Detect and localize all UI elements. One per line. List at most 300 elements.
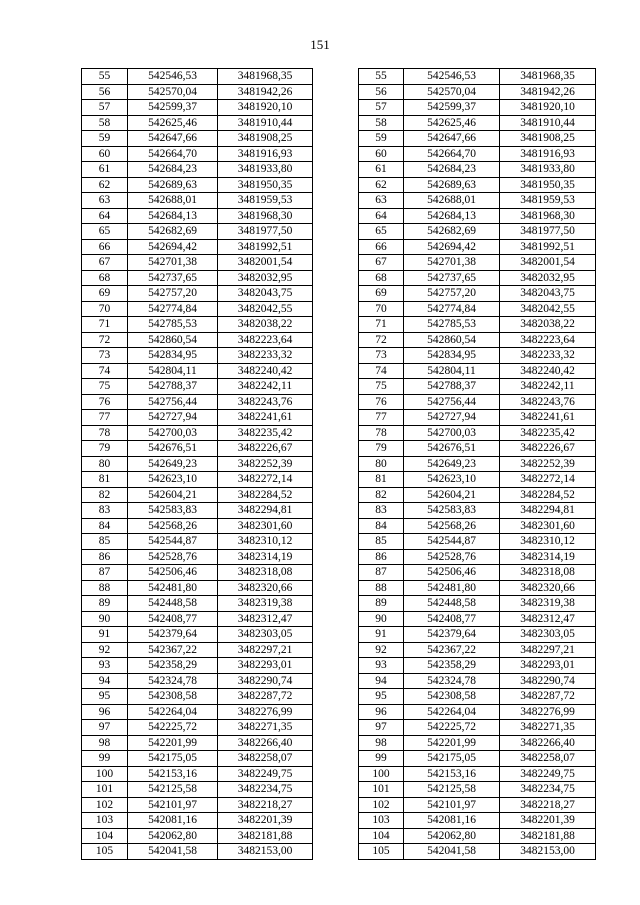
table-row	[359, 565, 596, 581]
y-coordinate-cell: 3482249,75	[218, 766, 313, 782]
point-number-cell: 103	[359, 813, 404, 829]
point-number-cell: 94	[82, 673, 128, 689]
x-coordinate-cell: 542101,97	[128, 797, 218, 813]
y-coordinate-cell: 3482301,60	[218, 518, 313, 534]
table-row	[359, 317, 596, 333]
table-row	[82, 348, 313, 364]
point-number-cell: 73	[82, 348, 128, 364]
table-row	[82, 735, 313, 751]
y-coordinate-cell: 3482258,07	[218, 751, 313, 767]
point-number-cell: 62	[359, 177, 404, 193]
y-coordinate-cell: 3482043,75	[500, 286, 596, 302]
x-coordinate-cell: 542647,66	[128, 131, 218, 147]
table-row	[82, 596, 313, 612]
y-coordinate-cell: 3482223,64	[500, 332, 596, 348]
x-coordinate-cell: 542324,78	[404, 673, 500, 689]
x-coordinate-cell: 542528,76	[128, 549, 218, 565]
y-coordinate-cell: 3482201,39	[500, 813, 596, 829]
point-number-cell: 87	[82, 565, 128, 581]
y-coordinate-cell: 3481933,80	[500, 162, 596, 178]
y-coordinate-cell: 3482287,72	[500, 689, 596, 705]
table-row	[82, 472, 313, 488]
y-coordinate-cell: 3482042,55	[500, 301, 596, 317]
y-coordinate-cell: 3482218,27	[218, 797, 313, 813]
y-coordinate-cell: 3481992,51	[500, 239, 596, 255]
table-row	[82, 255, 313, 271]
y-coordinate-cell: 3482258,07	[500, 751, 596, 767]
table-row	[82, 394, 313, 410]
x-coordinate-cell: 542757,20	[128, 286, 218, 302]
y-coordinate-cell: 3482038,22	[500, 317, 596, 333]
point-number-cell: 75	[359, 379, 404, 395]
x-coordinate-cell: 542727,94	[404, 410, 500, 426]
y-coordinate-cell: 3482201,39	[218, 813, 313, 829]
point-number-cell: 82	[359, 487, 404, 503]
x-coordinate-cell: 542125,58	[404, 782, 500, 798]
point-number-cell: 66	[82, 239, 128, 255]
point-number-cell: 63	[359, 193, 404, 209]
table-row	[359, 84, 596, 100]
y-coordinate-cell: 3481968,35	[500, 69, 596, 85]
y-coordinate-cell: 3482320,66	[500, 580, 596, 596]
y-coordinate-cell: 3482153,00	[218, 844, 313, 860]
table-row	[359, 472, 596, 488]
y-coordinate-cell: 3482284,52	[500, 487, 596, 503]
y-coordinate-cell: 3482297,21	[500, 642, 596, 658]
x-coordinate-cell: 542358,29	[404, 658, 500, 674]
table-row	[82, 704, 313, 720]
x-coordinate-cell: 542788,37	[128, 379, 218, 395]
y-coordinate-cell: 3482266,40	[218, 735, 313, 751]
point-number-cell: 58	[359, 115, 404, 131]
point-number-cell: 76	[82, 394, 128, 410]
x-coordinate-cell: 542546,53	[404, 69, 500, 85]
table-row	[82, 828, 313, 844]
y-coordinate-cell: 3482032,95	[218, 270, 313, 286]
y-coordinate-cell: 3481942,26	[218, 84, 313, 100]
point-number-cell: 72	[359, 332, 404, 348]
point-number-cell: 72	[82, 332, 128, 348]
x-coordinate-cell: 542408,77	[404, 611, 500, 627]
point-number-cell: 74	[359, 363, 404, 379]
x-coordinate-cell: 542694,42	[128, 239, 218, 255]
point-number-cell: 84	[82, 518, 128, 534]
table-row	[359, 146, 596, 162]
table-row	[359, 100, 596, 116]
y-coordinate-cell: 3482233,32	[500, 348, 596, 364]
table-row	[359, 658, 596, 674]
point-number-cell: 100	[82, 766, 128, 782]
x-coordinate-cell: 542737,65	[128, 270, 218, 286]
table-row	[82, 146, 313, 162]
point-number-cell: 102	[82, 797, 128, 813]
point-number-cell: 103	[82, 813, 128, 829]
y-coordinate-cell: 3482038,22	[218, 317, 313, 333]
point-number-cell: 59	[82, 131, 128, 147]
table-row	[82, 363, 313, 379]
point-number-cell: 91	[359, 627, 404, 643]
y-coordinate-cell: 3482043,75	[218, 286, 313, 302]
table-row	[359, 751, 596, 767]
y-coordinate-cell: 3482301,60	[500, 518, 596, 534]
table-row	[359, 627, 596, 643]
y-coordinate-cell: 3482320,66	[218, 580, 313, 596]
x-coordinate-cell: 542625,46	[128, 115, 218, 131]
point-number-cell: 57	[82, 100, 128, 116]
point-number-cell: 99	[359, 751, 404, 767]
point-number-cell: 104	[82, 828, 128, 844]
x-coordinate-cell: 542506,46	[128, 565, 218, 581]
x-coordinate-cell: 542506,46	[404, 565, 500, 581]
x-coordinate-cell: 542175,05	[128, 751, 218, 767]
table-row	[359, 720, 596, 736]
x-coordinate-cell: 542544,87	[128, 534, 218, 550]
table-row	[359, 301, 596, 317]
y-coordinate-cell: 3482276,99	[500, 704, 596, 720]
x-coordinate-cell: 542623,10	[404, 472, 500, 488]
x-coordinate-cell: 542774,84	[404, 301, 500, 317]
y-coordinate-cell: 3481942,26	[500, 84, 596, 100]
y-coordinate-cell: 3481959,53	[218, 193, 313, 209]
point-number-cell: 89	[359, 596, 404, 612]
table-row	[359, 844, 596, 860]
table-row	[359, 332, 596, 348]
y-coordinate-cell: 3482276,99	[218, 704, 313, 720]
x-coordinate-cell: 542568,26	[404, 518, 500, 534]
point-number-cell: 62	[82, 177, 128, 193]
point-number-cell: 86	[359, 549, 404, 565]
x-coordinate-cell: 542700,03	[128, 425, 218, 441]
table-row	[82, 131, 313, 147]
x-coordinate-cell: 542153,16	[128, 766, 218, 782]
table-row	[359, 410, 596, 426]
table-row	[359, 379, 596, 395]
y-coordinate-cell: 3482235,42	[218, 425, 313, 441]
coordinates-table-right-body	[359, 69, 596, 860]
y-coordinate-cell: 3482242,11	[218, 379, 313, 395]
table-row	[82, 115, 313, 131]
table-row	[82, 487, 313, 503]
table-row	[82, 69, 313, 85]
point-number-cell: 88	[82, 580, 128, 596]
y-coordinate-cell: 3481910,44	[500, 115, 596, 131]
x-coordinate-cell: 542757,20	[404, 286, 500, 302]
y-coordinate-cell: 3482252,39	[218, 456, 313, 472]
y-coordinate-cell: 3482290,74	[218, 673, 313, 689]
table-row	[82, 441, 313, 457]
y-coordinate-cell: 3482319,38	[218, 596, 313, 612]
table-row	[82, 317, 313, 333]
table-row	[359, 596, 596, 612]
point-number-cell: 76	[359, 394, 404, 410]
table-row	[82, 658, 313, 674]
point-number-cell: 90	[82, 611, 128, 627]
x-coordinate-cell: 542583,83	[128, 503, 218, 519]
point-number-cell: 97	[82, 720, 128, 736]
x-coordinate-cell: 542688,01	[128, 193, 218, 209]
x-coordinate-cell: 542756,44	[404, 394, 500, 410]
point-number-cell: 75	[82, 379, 128, 395]
x-coordinate-cell: 542834,95	[404, 348, 500, 364]
point-number-cell: 93	[82, 658, 128, 674]
y-coordinate-cell: 3482234,75	[218, 782, 313, 798]
y-coordinate-cell: 3482241,61	[218, 410, 313, 426]
point-number-cell: 69	[359, 286, 404, 302]
point-number-cell: 60	[82, 146, 128, 162]
y-coordinate-cell: 3482235,42	[500, 425, 596, 441]
table-row	[82, 239, 313, 255]
table-row	[359, 193, 596, 209]
point-number-cell: 91	[82, 627, 128, 643]
point-number-cell: 71	[82, 317, 128, 333]
table-row	[82, 301, 313, 317]
y-coordinate-cell: 3481977,50	[218, 224, 313, 240]
y-coordinate-cell: 3482272,14	[500, 472, 596, 488]
table-row	[82, 673, 313, 689]
y-coordinate-cell: 3481916,93	[218, 146, 313, 162]
point-number-cell: 55	[82, 69, 128, 85]
table-row	[82, 565, 313, 581]
y-coordinate-cell: 3482226,67	[500, 441, 596, 457]
point-number-cell: 58	[82, 115, 128, 131]
x-coordinate-cell: 542062,80	[128, 828, 218, 844]
table-row	[359, 394, 596, 410]
table-row	[359, 828, 596, 844]
y-coordinate-cell: 3482314,19	[500, 549, 596, 565]
x-coordinate-cell: 542225,72	[404, 720, 500, 736]
y-coordinate-cell: 3482294,81	[218, 503, 313, 519]
table-row	[82, 425, 313, 441]
table-row	[359, 239, 596, 255]
table-row	[82, 813, 313, 829]
table-row	[359, 208, 596, 224]
table-row	[82, 797, 313, 813]
point-number-cell: 81	[359, 472, 404, 488]
x-coordinate-cell: 542727,94	[128, 410, 218, 426]
y-coordinate-cell: 3482266,40	[500, 735, 596, 751]
x-coordinate-cell: 542308,58	[404, 689, 500, 705]
table-row	[82, 518, 313, 534]
y-coordinate-cell: 3482293,01	[500, 658, 596, 674]
y-coordinate-cell: 3482249,75	[500, 766, 596, 782]
y-coordinate-cell: 3482303,05	[500, 627, 596, 643]
point-number-cell: 97	[359, 720, 404, 736]
y-coordinate-cell: 3481968,30	[218, 208, 313, 224]
point-number-cell: 60	[359, 146, 404, 162]
table-row	[82, 766, 313, 782]
x-coordinate-cell: 542481,80	[404, 580, 500, 596]
x-coordinate-cell: 542701,38	[404, 255, 500, 271]
table-row	[82, 379, 313, 395]
y-coordinate-cell: 3482290,74	[500, 673, 596, 689]
point-number-cell: 65	[359, 224, 404, 240]
y-coordinate-cell: 3481959,53	[500, 193, 596, 209]
table-row	[359, 782, 596, 798]
y-coordinate-cell: 3482218,27	[500, 797, 596, 813]
x-coordinate-cell: 542544,87	[404, 534, 500, 550]
table-row	[359, 518, 596, 534]
point-number-cell: 57	[359, 100, 404, 116]
y-coordinate-cell: 3481908,25	[500, 131, 596, 147]
y-coordinate-cell: 3482294,81	[500, 503, 596, 519]
point-number-cell: 83	[359, 503, 404, 519]
coordinates-table-right	[358, 68, 596, 860]
y-coordinate-cell: 3481920,10	[218, 100, 313, 116]
y-coordinate-cell: 3482318,08	[500, 565, 596, 581]
table-row	[359, 441, 596, 457]
y-coordinate-cell: 3482287,72	[218, 689, 313, 705]
x-coordinate-cell: 542153,16	[404, 766, 500, 782]
point-number-cell: 105	[82, 844, 128, 860]
table-row	[82, 84, 313, 100]
y-coordinate-cell: 3481992,51	[218, 239, 313, 255]
y-coordinate-cell: 3482153,00	[500, 844, 596, 860]
x-coordinate-cell: 542694,42	[404, 239, 500, 255]
table-row	[359, 766, 596, 782]
y-coordinate-cell: 3482297,21	[218, 642, 313, 658]
x-coordinate-cell: 542664,70	[128, 146, 218, 162]
y-coordinate-cell: 3482303,05	[218, 627, 313, 643]
point-number-cell: 69	[82, 286, 128, 302]
y-coordinate-cell: 3481977,50	[500, 224, 596, 240]
y-coordinate-cell: 3481933,80	[218, 162, 313, 178]
point-number-cell: 104	[359, 828, 404, 844]
point-number-cell: 78	[359, 425, 404, 441]
x-coordinate-cell: 542860,54	[128, 332, 218, 348]
table-row	[82, 534, 313, 550]
x-coordinate-cell: 542774,84	[128, 301, 218, 317]
point-number-cell: 64	[82, 208, 128, 224]
y-coordinate-cell: 3482181,88	[218, 828, 313, 844]
table-row	[359, 177, 596, 193]
y-coordinate-cell: 3482243,76	[500, 394, 596, 410]
y-coordinate-cell: 3482271,35	[218, 720, 313, 736]
point-number-cell: 90	[359, 611, 404, 627]
x-coordinate-cell: 542664,70	[404, 146, 500, 162]
table-row	[359, 704, 596, 720]
point-number-cell: 77	[82, 410, 128, 426]
x-coordinate-cell: 542125,58	[128, 782, 218, 798]
point-number-cell: 105	[359, 844, 404, 860]
x-coordinate-cell: 542599,37	[128, 100, 218, 116]
x-coordinate-cell: 542599,37	[404, 100, 500, 116]
x-coordinate-cell: 542684,23	[404, 162, 500, 178]
x-coordinate-cell: 542308,58	[128, 689, 218, 705]
point-number-cell: 85	[82, 534, 128, 550]
y-coordinate-cell: 3482242,11	[500, 379, 596, 395]
point-number-cell: 79	[359, 441, 404, 457]
x-coordinate-cell: 542684,23	[128, 162, 218, 178]
point-number-cell: 81	[82, 472, 128, 488]
point-number-cell: 96	[359, 704, 404, 720]
point-number-cell: 59	[359, 131, 404, 147]
table-row	[359, 735, 596, 751]
point-number-cell: 100	[359, 766, 404, 782]
x-coordinate-cell: 542700,03	[404, 425, 500, 441]
table-row	[82, 162, 313, 178]
y-coordinate-cell: 3482032,95	[500, 270, 596, 286]
table-row	[359, 131, 596, 147]
point-number-cell: 86	[82, 549, 128, 565]
x-coordinate-cell: 542481,80	[128, 580, 218, 596]
y-coordinate-cell: 3482001,54	[500, 255, 596, 271]
point-number-cell: 101	[82, 782, 128, 798]
x-coordinate-cell: 542623,10	[128, 472, 218, 488]
point-number-cell: 93	[359, 658, 404, 674]
table-row	[82, 627, 313, 643]
y-coordinate-cell: 3482234,75	[500, 782, 596, 798]
x-coordinate-cell: 542604,21	[404, 487, 500, 503]
table-row	[82, 720, 313, 736]
point-number-cell: 56	[359, 84, 404, 100]
point-number-cell: 66	[359, 239, 404, 255]
table-row	[359, 673, 596, 689]
x-coordinate-cell: 542568,26	[128, 518, 218, 534]
point-number-cell: 96	[82, 704, 128, 720]
y-coordinate-cell: 3481968,30	[500, 208, 596, 224]
table-row	[359, 69, 596, 85]
y-coordinate-cell: 3481908,25	[218, 131, 313, 147]
table-row	[359, 348, 596, 364]
x-coordinate-cell: 542081,16	[404, 813, 500, 829]
x-coordinate-cell: 542546,53	[128, 69, 218, 85]
point-number-cell: 87	[359, 565, 404, 581]
page-number: 151	[310, 37, 330, 52]
point-number-cell: 94	[359, 673, 404, 689]
x-coordinate-cell: 542649,23	[404, 456, 500, 472]
x-coordinate-cell: 542101,97	[404, 797, 500, 813]
table-row	[82, 224, 313, 240]
x-coordinate-cell: 542860,54	[404, 332, 500, 348]
table-row	[82, 751, 313, 767]
y-coordinate-cell: 3482310,12	[500, 534, 596, 550]
point-number-cell: 95	[82, 689, 128, 705]
table-row	[82, 456, 313, 472]
point-number-cell: 63	[82, 193, 128, 209]
coordinates-table-left-body	[82, 69, 313, 860]
point-number-cell: 64	[359, 208, 404, 224]
table-row	[359, 642, 596, 658]
x-coordinate-cell: 542379,64	[128, 627, 218, 643]
point-number-cell: 101	[359, 782, 404, 798]
table-row	[359, 162, 596, 178]
point-number-cell: 56	[82, 84, 128, 100]
x-coordinate-cell: 542041,58	[404, 844, 500, 860]
table-row	[82, 286, 313, 302]
x-coordinate-cell: 542201,99	[404, 735, 500, 751]
table-row	[359, 224, 596, 240]
x-coordinate-cell: 542448,58	[128, 596, 218, 612]
x-coordinate-cell: 542264,04	[128, 704, 218, 720]
point-number-cell: 80	[82, 456, 128, 472]
y-coordinate-cell: 3481916,93	[500, 146, 596, 162]
x-coordinate-cell: 542834,95	[128, 348, 218, 364]
point-number-cell: 92	[82, 642, 128, 658]
point-number-cell: 73	[359, 348, 404, 364]
x-coordinate-cell: 542625,46	[404, 115, 500, 131]
table-row	[82, 193, 313, 209]
table-row	[359, 255, 596, 271]
x-coordinate-cell: 542408,77	[128, 611, 218, 627]
x-coordinate-cell: 542448,58	[404, 596, 500, 612]
point-number-cell: 70	[82, 301, 128, 317]
x-coordinate-cell: 542528,76	[404, 549, 500, 565]
x-coordinate-cell: 542676,51	[404, 441, 500, 457]
table-row	[359, 270, 596, 286]
y-coordinate-cell: 3482252,39	[500, 456, 596, 472]
y-coordinate-cell: 3482293,01	[218, 658, 313, 674]
y-coordinate-cell: 3482223,64	[218, 332, 313, 348]
